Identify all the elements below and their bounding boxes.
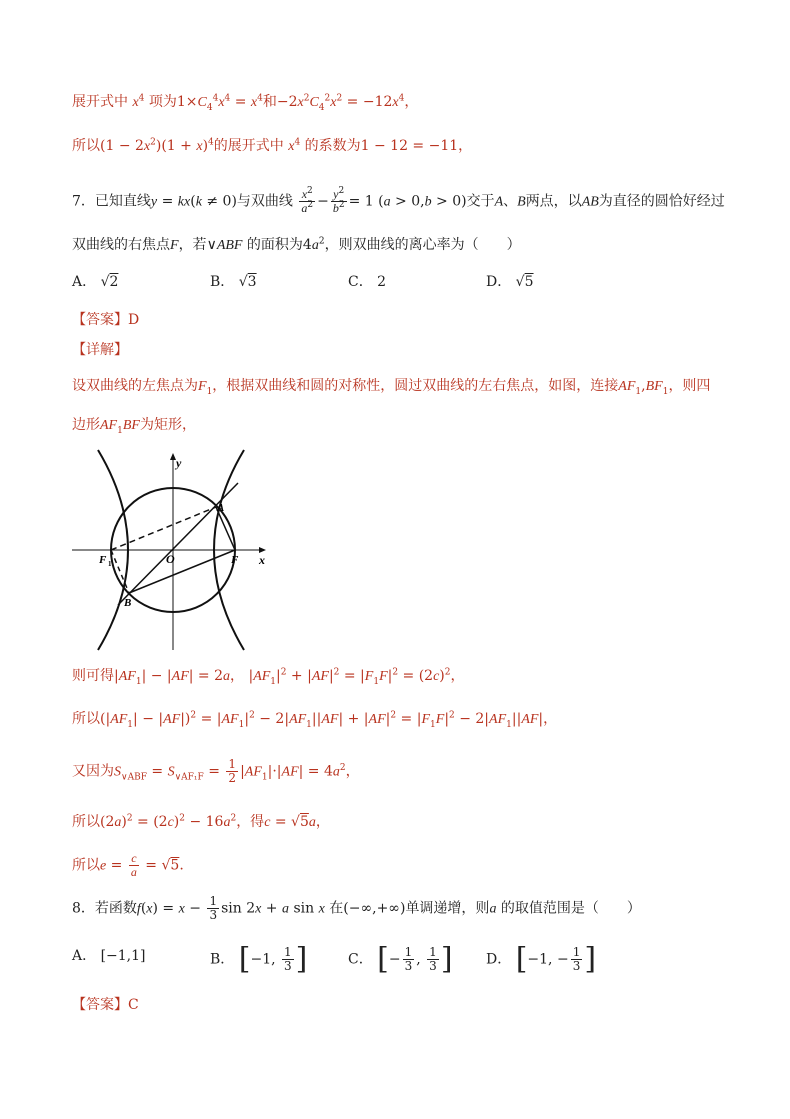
label-x: x bbox=[259, 553, 265, 567]
label-y: y bbox=[176, 456, 182, 470]
q7-solution-2: 边形$AF_1BF$为矩形， bbox=[72, 417, 196, 436]
q7-stem-2: 双曲线的右焦点F，若∨ABF 的面积为$4a^2$，则双曲线的离心率为（ ） bbox=[72, 236, 521, 253]
label-a: A bbox=[217, 502, 225, 514]
label-f: F bbox=[231, 554, 239, 566]
q7-solution-1: 设双曲线的左焦点为$F_1$，根据双曲线和圆的对称性，圆过双曲线的左右焦点，如图，连接$AF_1,BF_1$，则四 bbox=[72, 378, 711, 397]
label-f1: F bbox=[99, 554, 107, 566]
q8-answer: 【答案】C bbox=[72, 997, 139, 1013]
q8-option-a: A． [−1,1] bbox=[72, 948, 146, 964]
q7-detail-tag: 【详解】 bbox=[72, 342, 128, 358]
q7-step-2: 所以$(|AF_1| - |AF|)^2 = |AF_1|^2 - 2|AF_1||AF| + |AF|^2 = |F_1F|^2 - 2|AF_1||AF|$， bbox=[72, 710, 558, 730]
q7-stem-1: 7．已知直线y = kx(k ≠ 0)与双曲线 $\frac{x^2}{a^2}$ − $\frac{y^2}{b^2}$ = 1 (a > 0,b > 0)交于A、B两点，以AB为直径的圆恰好经过 bbox=[72, 186, 725, 215]
q7-option-a: A． √2 bbox=[72, 274, 119, 290]
q8-option-d: D． [−1, − $\frac{1}{3}$ ] bbox=[486, 941, 597, 977]
q7-option-b: B． √3 bbox=[210, 274, 257, 290]
q7-step-5: 所以e = $\frac{c}{a}$ = √5. bbox=[72, 851, 184, 879]
q7-option-d: D． √5 bbox=[486, 274, 534, 290]
prev-line-2: 所以$(1 - 2x^2)(1 + x)^4$的展开式中 $x^4$ 的系数为1 − 12 = −11， bbox=[72, 137, 473, 154]
q7-option-c: C． 2 bbox=[348, 274, 387, 290]
q7-step-3: 又因为$S_{\vee ABF} = S_{\vee AF_1F}$ = $\frac{1}{2}$ $|AF_1|\cdot|AF| = 4a^2$， bbox=[72, 757, 360, 785]
prev-line-1: 展开式中 $x^4$ 项为$1\times C_4^4x^4 = x^4$和$-2x^2C_4^2x^2 = -12x^4$， bbox=[72, 93, 419, 113]
q8-stem: 8．若函数f(x) = x − $\frac{1}{3}$ sin 2x + a sin x 在(−∞,+∞)单调递增，则a 的取值范围是（ ） bbox=[72, 894, 641, 922]
q7-step-4: 所以$(2a)^2 = (2c)^2 - 16a^2$，得c = √5a， bbox=[72, 813, 330, 830]
q7-step-1: 则可得$|AF_1| - |AF| = 2a$， $|AF_1|^2 + |AF|^2 = |F_1F|^2 = (2c)^2$， bbox=[72, 667, 465, 687]
q8-option-b: B． [−1, $\frac{1}{3}$ ] bbox=[210, 941, 308, 977]
label-b: B bbox=[124, 597, 132, 609]
label-o: O bbox=[166, 552, 175, 566]
q7-answer: 【答案】D bbox=[72, 312, 140, 328]
hyperbola-figure bbox=[66, 445, 276, 655]
q8-option-c: C． [− $\frac{1}{3}$ , $\frac{1}{3}$ ] bbox=[348, 941, 453, 977]
svg-text:1: 1 bbox=[108, 560, 112, 568]
